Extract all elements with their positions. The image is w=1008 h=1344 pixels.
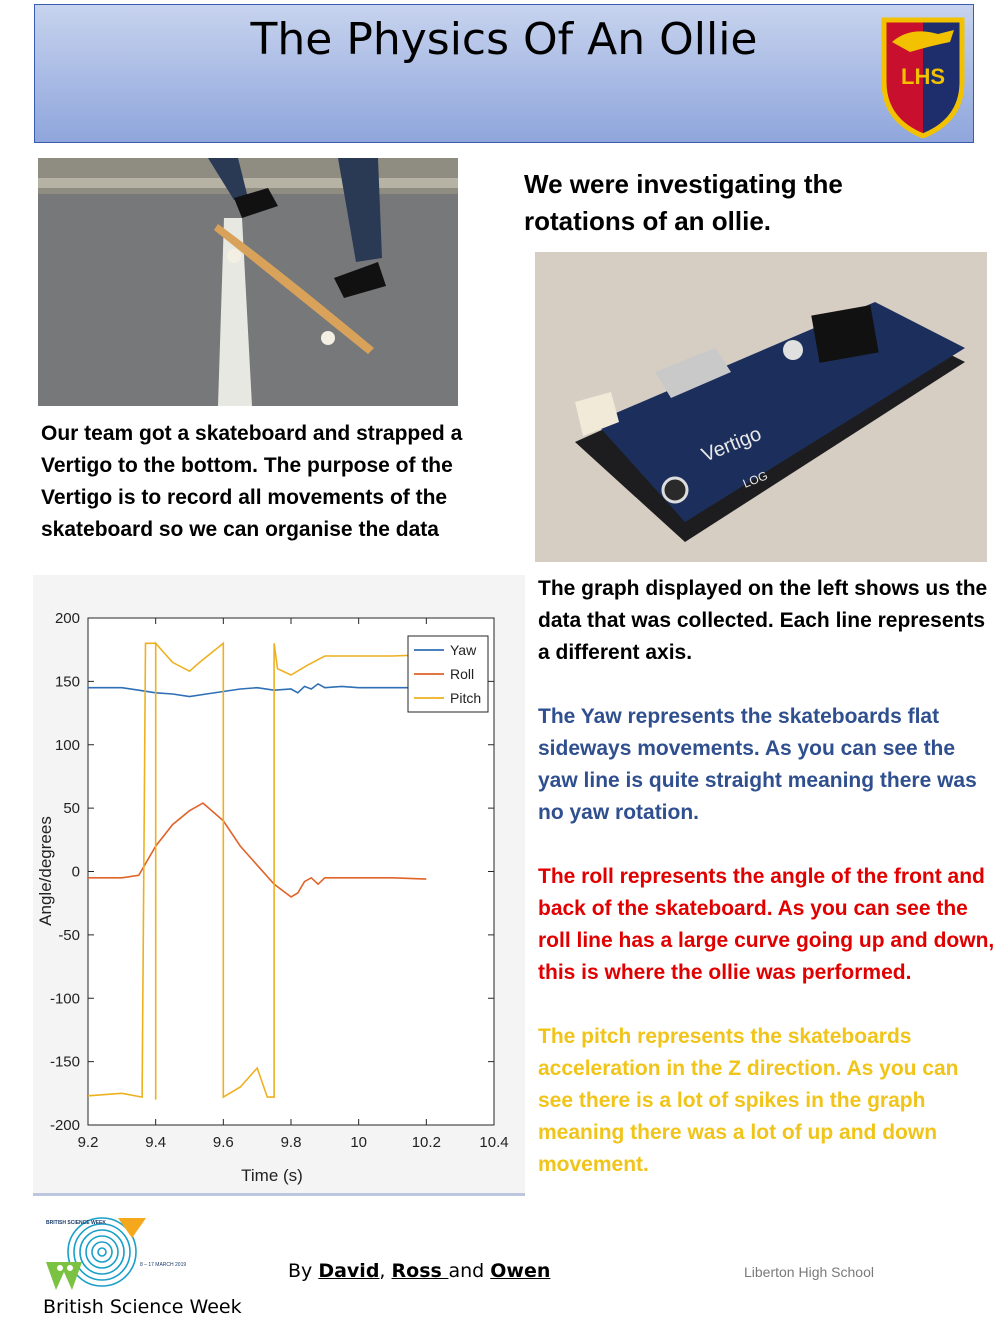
graph-divider (33, 1193, 525, 1196)
school-name: Liberton High School (744, 1264, 874, 1280)
team-description: Our team got a skateboard and strapped a Vertigo to the bottom. The purpose of the Vertigo is to record all movements of the skateboard so we can organise the data (41, 422, 463, 541)
legend-label-roll: Roll (450, 666, 475, 682)
school-crest-icon (880, 12, 966, 138)
intro-heading: We were investigating the rotations of an ollie. (524, 169, 843, 236)
pitch-explanation: The pitch represents the skateboards acceleration in the Z direction. As you can see there is a lot of spikes in the graph meaning there was a lot of up and down movement. (538, 1025, 959, 1176)
x-tick-label: 10.4 (479, 1134, 509, 1151)
y-tick-label: -50 (58, 926, 80, 944)
x-tick-label: 10 (350, 1134, 368, 1151)
byline-by: By (288, 1260, 313, 1282)
y-tick-label: 50 (63, 800, 80, 818)
x-tick-label: 9.2 (77, 1134, 99, 1151)
legend-label-pitch: Pitch (450, 690, 482, 706)
vertigo-photo (535, 252, 987, 562)
y-tick-label: 150 (54, 673, 80, 691)
crest-letters: LHS (901, 64, 945, 89)
author-david: David (318, 1260, 380, 1282)
page-title: The Physics Of An Ollie (250, 14, 758, 65)
y-tick-label: 100 (54, 736, 80, 754)
y-tick-label: 200 (54, 610, 80, 627)
x-tick-label: 9.4 (145, 1134, 167, 1151)
author-owen: Owen (490, 1260, 551, 1282)
bsw-caption: British Science Week (43, 1296, 242, 1318)
legend-label-yaw: Yaw (450, 642, 477, 658)
vertigo-log-label: LOG (740, 468, 770, 491)
vertigo-board-label: Vertigo (698, 422, 765, 467)
byline-and: and (448, 1260, 485, 1282)
x-tick-label: 9.6 (212, 1134, 234, 1151)
british-science-week-logo (44, 1214, 196, 1292)
yaw-explanation: The Yaw represents the skateboards flat sideways movements. As you can see the yaw line is quite straight meaning there was no yaw rotation. (538, 705, 977, 824)
x-axis-label: Time (s) (241, 1166, 303, 1185)
roll-explanation: The roll represents the angle of the front and back of the skateboard. As you can see the roll line has a large curve going up and down, this is where the ollie was performed. (538, 865, 995, 984)
skateboard-photo (38, 158, 458, 406)
x-tick-label: 9.8 (280, 1134, 302, 1151)
byline (288, 1260, 550, 1282)
author-ross: Ross (391, 1260, 449, 1282)
bsw-logo-dates: 8 – 17 MARCH 2019 (140, 1262, 187, 1268)
y-axis-label: Angle/degrees (36, 816, 55, 926)
byline-sep: , (379, 1260, 386, 1282)
y-tick-label: -100 (49, 990, 80, 1008)
y-tick-label: -200 (49, 1117, 80, 1134)
bsw-logo-text: BRITISH SCIENCE WEEK (46, 1220, 107, 1226)
x-tick-label: 10.2 (411, 1134, 441, 1151)
rotation-graph (33, 575, 525, 1195)
y-tick-label: -150 (49, 1053, 80, 1071)
y-tick-label: 0 (71, 863, 80, 881)
graph-explanation: The graph displayed on the left shows us the data that was collected. Each line represents a different axis. (538, 577, 988, 664)
description-block (538, 573, 998, 1213)
